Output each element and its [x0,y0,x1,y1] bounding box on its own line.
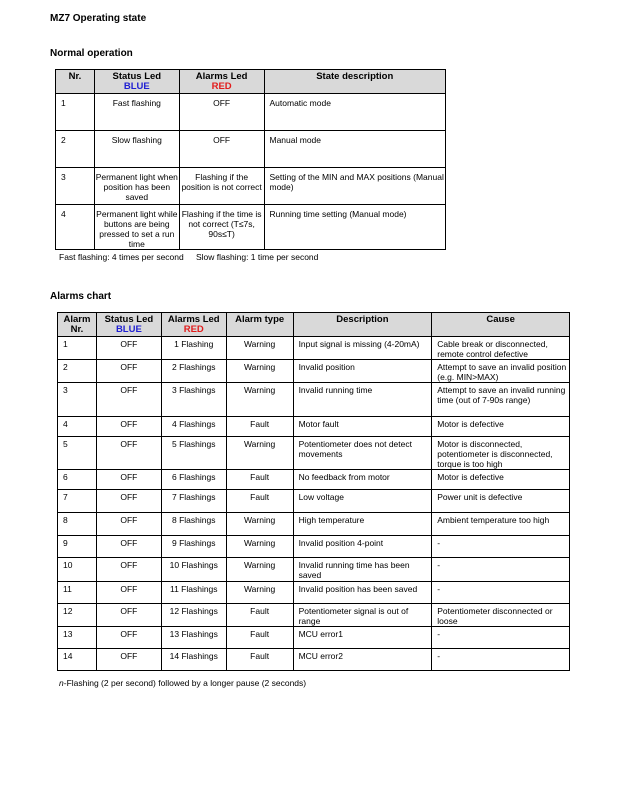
col-header-alarm-nr: Alarm Nr. [58,313,97,337]
row-state: Setting of the MIN and MAX positions (Manual mode) [264,168,446,205]
row-status-led: OFF [96,490,161,513]
table-row [58,604,570,627]
row-status-led: OFF [96,337,161,360]
col-header-status-led [96,313,161,337]
table-row [58,437,570,470]
row-cause: - [432,558,570,582]
normal-operation-heading: Normal operation [50,48,133,59]
footnote-slow-flashing: Slow flashing: 1 time per second [196,252,319,262]
row-description: Potentiometer signal is out of range [293,604,432,627]
row-description: Potentiometer does not detect movements [293,437,432,470]
row-alarm-nr: 7 [58,490,97,513]
row-alarm-nr: 9 [58,536,97,558]
table-row [58,513,570,536]
row-description: Motor fault [293,417,432,437]
table-row [56,131,446,168]
status-led-color: BLUE [123,81,150,92]
row-description: Input signal is missing (4-20mA) [293,337,432,360]
alarms-footnote [59,678,306,688]
table-row [58,360,570,383]
row-alarm-type: Fault [226,417,293,437]
col-header-state-description: State description [264,70,446,94]
row-status-led: OFF [96,582,161,604]
page-title: MZ7 Operating state [50,13,147,24]
row-status-led: OFF [96,604,161,627]
row-status-led: OFF [96,513,161,536]
table-row [58,558,570,582]
row-description: MCU error2 [293,649,432,671]
row-description: Invalid position has been saved [293,582,432,604]
normal-table-header [56,70,446,94]
table-row [58,490,570,513]
row-alarm-type: Fault [226,649,293,671]
row-alarms-led: Flashing if the position is not correct [179,168,264,205]
row-status-led: OFF [96,417,161,437]
footnote-text: -Flashing (2 per second) followed by a longer pause (2 seconds) [63,678,307,688]
row-status-led: Permanent light while buttons are being pressed to set a run time [94,205,179,250]
row-status-led: OFF [96,437,161,470]
row-cause: Attempt to save an invalid running time (out of 7-90s range) [432,383,570,417]
row-description: Invalid position 4-point [293,536,432,558]
table-row [58,649,570,671]
row-alarms-led: 14 Flashings [161,649,226,671]
row-alarms-led: 2 Flashings [161,360,226,383]
status-led-color: BLUE [115,324,142,335]
row-alarm-type: Warning [226,437,293,470]
row-nr: 3 [56,168,95,205]
row-description: Invalid running time [293,383,432,417]
row-status-led: OFF [96,536,161,558]
row-alarm-type: Warning [226,582,293,604]
row-status-led: OFF [96,470,161,490]
col-header-nr: Nr. [56,70,95,94]
status-led-label: Status Led [104,314,154,325]
alarms-table [57,312,570,671]
alarms-led-color: RED [183,324,204,335]
row-status-led: Fast flashing [94,94,179,131]
table-row [58,582,570,604]
row-alarms-led: 1 Flashing [161,337,226,360]
row-cause: Motor is defective [432,470,570,490]
table-row [58,536,570,558]
row-description: MCU error1 [293,627,432,649]
row-status-led: OFF [96,383,161,417]
row-cause: Ambient temperature too high [432,513,570,536]
row-cause: Motor is disconnected, potentiometer is disconnected, torque is too high [432,437,570,470]
row-description: Low voltage [293,490,432,513]
col-header-description: Description [293,313,432,337]
row-cause: - [432,582,570,604]
row-alarm-nr: 4 [58,417,97,437]
row-alarms-led: 6 Flashings [161,470,226,490]
row-state: Automatic mode [264,94,446,131]
table-row [58,383,570,417]
row-alarm-type: Warning [226,337,293,360]
row-status-led: OFF [96,558,161,582]
row-cause: Attempt to save an invalid position (e.g. MIN>MAX) [432,360,570,383]
row-status-led: Permanent light when position has been saved [94,168,179,205]
alarms-led-color: RED [211,81,232,92]
row-alarm-type: Fault [226,490,293,513]
row-alarms-led: 9 Flashings [161,536,226,558]
row-alarm-type: Warning [226,383,293,417]
alarms-table-header [58,313,570,337]
col-header-cause: Cause [432,313,570,337]
row-alarm-type: Fault [226,627,293,649]
row-alarm-nr: 1 [58,337,97,360]
row-alarm-nr: 14 [58,649,97,671]
row-status-led: OFF [96,360,161,383]
row-alarm-nr: 11 [58,582,97,604]
row-cause: - [432,536,570,558]
table-row [58,337,570,360]
row-alarms-led: 4 Flashings [161,417,226,437]
row-cause: Cable break or disconnected, remote control defective [432,337,570,360]
row-description: Invalid position [293,360,432,383]
row-alarms-led: 10 Flashings [161,558,226,582]
row-state: Manual mode [264,131,446,168]
table-row [56,205,446,250]
row-alarm-type: Warning [226,558,293,582]
row-alarm-type: Fault [226,470,293,490]
alarms-led-label: Alarms Led [167,314,220,325]
row-status-led: Slow flashing [94,131,179,168]
footnote-n: n [59,678,64,688]
col-header-alarm-type: Alarm type [226,313,293,337]
row-cause: - [432,627,570,649]
row-alarm-type: Warning [226,360,293,383]
row-nr: 1 [56,94,95,131]
row-alarm-nr: 8 [58,513,97,536]
row-alarm-nr: 5 [58,437,97,470]
row-alarm-nr: 3 [58,383,97,417]
row-cause: Motor is defective [432,417,570,437]
footnote-fast-flashing: Fast flashing: 4 times per second [59,252,184,262]
status-led-label: Status Led [112,71,162,82]
row-alarms-led: 13 Flashings [161,627,226,649]
row-description: No feedback from motor [293,470,432,490]
row-alarms-led: OFF [179,131,264,168]
row-description: Invalid running time has been saved [293,558,432,582]
row-alarm-type: Fault [226,604,293,627]
row-alarms-led: OFF [179,94,264,131]
row-alarm-nr: 6 [58,470,97,490]
alarms-chart-heading: Alarms chart [50,291,112,302]
row-alarms-led: 11 Flashings [161,582,226,604]
table-row [58,627,570,649]
row-cause: Power unit is defective [432,490,570,513]
row-description: High temperature [293,513,432,536]
row-nr: 4 [56,205,95,250]
row-state: Running time setting (Manual mode) [264,205,446,250]
normal-operation-table [55,69,446,250]
table-row [56,168,446,205]
row-status-led: OFF [96,627,161,649]
row-alarms-led: 12 Flashings [161,604,226,627]
table-row [58,417,570,437]
row-alarms-led: 5 Flashings [161,437,226,470]
row-alarm-type: Warning [226,536,293,558]
col-header-alarms-led [161,313,226,337]
alarms-led-label: Alarms Led [195,71,248,82]
table-row [58,470,570,490]
row-alarms-led: 8 Flashings [161,513,226,536]
row-nr: 2 [56,131,95,168]
table-row [56,94,446,131]
col-header-status-led [94,70,179,94]
row-alarm-nr: 13 [58,627,97,649]
row-alarm-nr: 12 [58,604,97,627]
row-cause: - [432,649,570,671]
row-alarm-type: Warning [226,513,293,536]
row-alarm-nr: 2 [58,360,97,383]
row-status-led: OFF [96,649,161,671]
row-alarm-nr: 10 [58,558,97,582]
col-header-alarms-led [179,70,264,94]
row-alarms-led: 3 Flashings [161,383,226,417]
row-alarms-led: 7 Flashings [161,490,226,513]
row-cause: Potentiometer disconnected or loose [432,604,570,627]
row-alarms-led: Flashing if the time is not correct (T≤7s, 90s≤T) [179,205,264,250]
